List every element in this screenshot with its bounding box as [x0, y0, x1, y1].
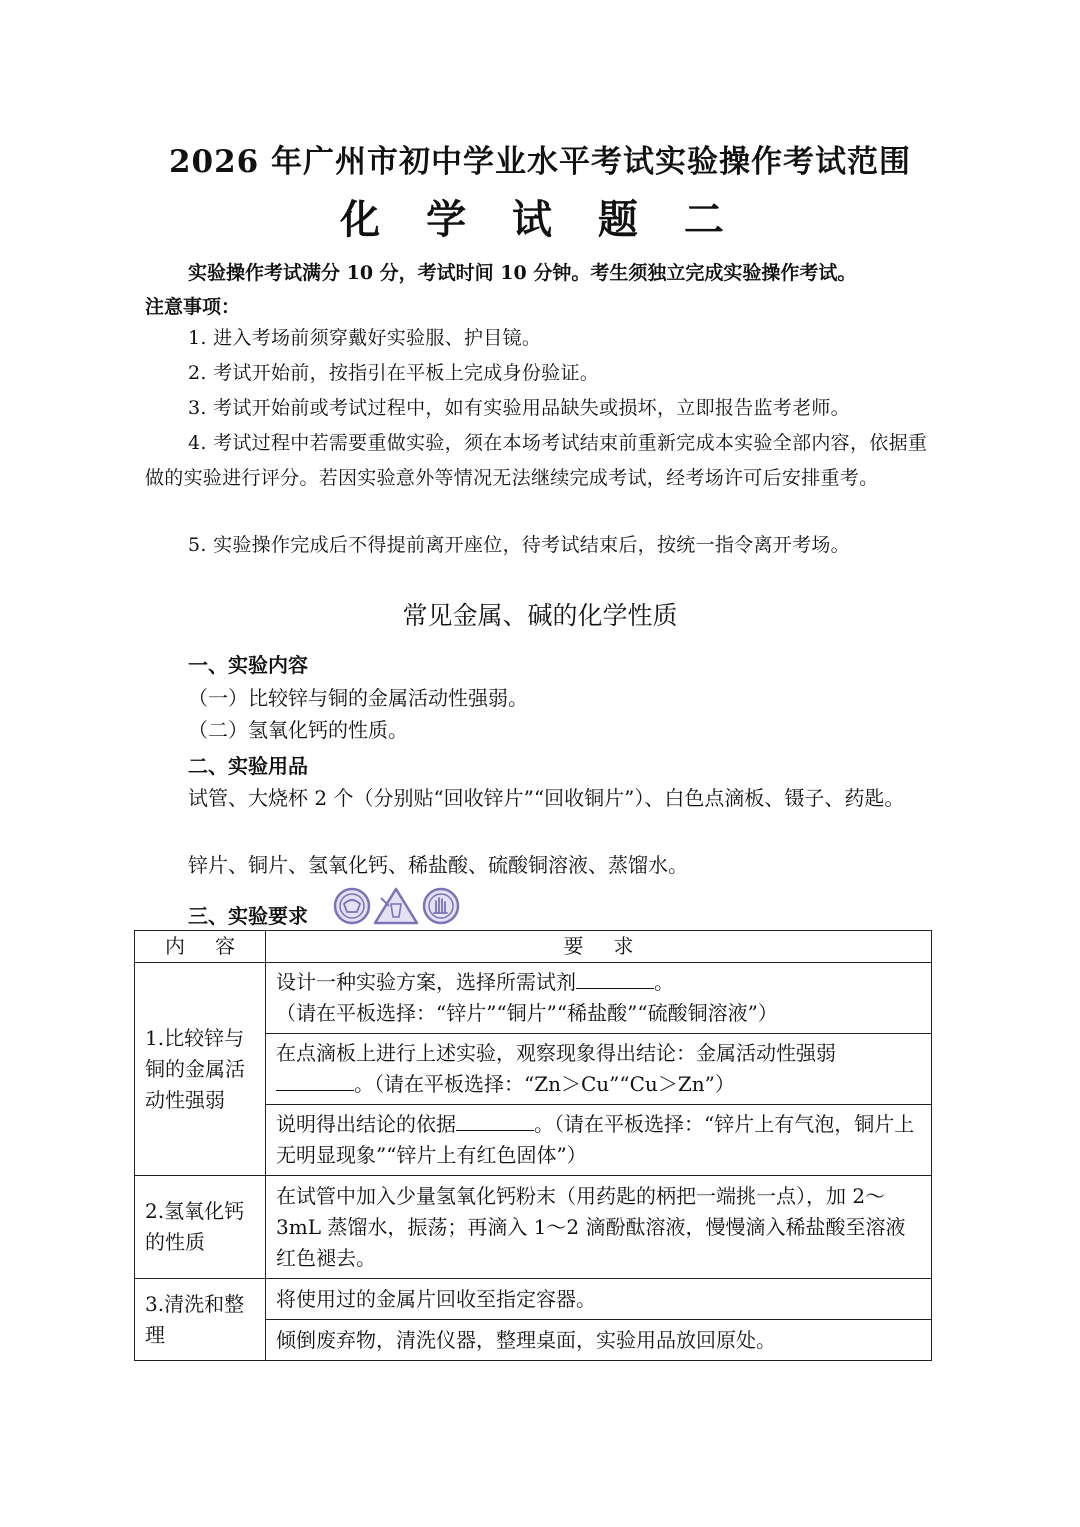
beaker-safety-icon [335, 889, 369, 923]
materials-reagents: 锌片、铜片、氢氧化钙、稀盐酸、硫酸铜溶液、蒸馏水。 [188, 853, 688, 877]
requirement-hint: 。（请在平板选择：“锌片上有气泡，铜片上无明显现象”“锌片上有红色固体”） [276, 1112, 915, 1167]
requirement-cell: 倾倒废弃物，清洗仪器，整理桌面，实验用品放回原处。 [266, 1320, 932, 1361]
answer-blank[interactable] [456, 1110, 534, 1131]
requirement-text: 设计一种实验方案，选择所需试剂 [276, 970, 576, 994]
requirement-cell [266, 963, 932, 1034]
note-item: 1. 进入考场前须穿戴好实验服、护目镜。 [188, 327, 542, 349]
requirement-cell: 在试管中加入少量氢氧化钙粉末（用药匙的柄把一端挑一点），加 2～3mL 蒸馏水，振荡；再滴入 1～2 滴酚酞溶液，慢慢滴入稀盐酸至溶液红色褪去。 [266, 1176, 932, 1279]
experiment-topic: 常见金属、碱的化学性质 [402, 601, 678, 630]
table-row [135, 1279, 932, 1320]
answer-blank[interactable] [276, 1070, 354, 1091]
exam-intro: 实验操作考试满分 10 分，考试时间 10 分钟。考生须独立完成实验操作考试。 [188, 262, 857, 284]
row-content-cell: 3.清洗和整理 [135, 1279, 266, 1361]
requirement-text: 说明得出结论的依据 [276, 1112, 456, 1136]
row-content-cell: 1.比较锌与铜的金属活动性强弱 [135, 963, 266, 1176]
page-title: 2026 年广州市初中学业水平考试实验操作考试范围 [168, 144, 912, 180]
header-char: 求 [613, 934, 634, 958]
section-heading-content: 一、实验内容 [188, 653, 308, 677]
note-item: 4. 考试过程中若需要重做实验，须在本场考试结束前重新完成本实验全部内容，依据重做的实验进行评分。若因实验意外等情况无法继续完成考试，经考场许可后安排重考。 [145, 432, 928, 489]
header-char: 要 [563, 934, 584, 958]
content-item: （一）比较锌与铜的金属活动性强弱。 [188, 686, 528, 710]
section-heading-requirements: 三、实验要求 [188, 904, 308, 928]
table-header-row [135, 931, 932, 963]
note-item: 2. 考试开始前，按指引在平板上完成身份验证。 [188, 362, 600, 384]
materials-equipment: 试管、大烧杯 2 个（分别贴“回收锌片”“回收铜片”）、白色点滴板、镊子、药匙。 [188, 786, 905, 810]
note-item: 5. 实验操作完成后不得提前离开座位，待考试结束后，按统一指令离开考场。 [188, 534, 850, 556]
requirement-hint: 。（请在平板选择：“Zn＞Cu”“Cu＞Zn”） [354, 1072, 735, 1096]
requirement-cell [266, 1034, 932, 1105]
table-row [135, 1176, 932, 1279]
safety-icons [333, 886, 463, 926]
hand-protection-icon [424, 889, 458, 923]
content-item: （二）氢氧化钙的性质。 [188, 718, 408, 742]
header-requirement [266, 931, 932, 963]
requirement-cell [266, 1105, 932, 1176]
requirements-table [134, 930, 932, 1361]
answer-blank[interactable] [576, 968, 654, 989]
notes-title: 注意事项： [145, 296, 241, 318]
requirement-text: 在点滴板上进行上述实验，观察现象得出结论：金属活动性强弱 [276, 1041, 836, 1065]
section-heading-materials: 二、实验用品 [188, 754, 308, 778]
requirement-cell: 将使用过的金属片回收至指定容器。 [266, 1279, 932, 1320]
row-content-cell: 2.氢氧化钙的性质 [135, 1176, 266, 1279]
note-item: 3. 考试开始前或考试过程中，如有实验用品缺失或损坏，立即报告监考老师。 [188, 397, 850, 419]
requirement-text: 。 [654, 970, 674, 994]
table-row [135, 963, 932, 1034]
header-content [135, 931, 266, 963]
requirement-hint: （请在平板选择：“锌片”“铜片”“稀盐酸”“硫酸铜溶液”） [276, 1001, 778, 1025]
hazard-triangle-icon [375, 889, 417, 923]
header-char: 内 [165, 934, 185, 958]
page-subtitle: 化 学 试 题 二 [340, 196, 740, 243]
header-char: 容 [215, 934, 235, 958]
